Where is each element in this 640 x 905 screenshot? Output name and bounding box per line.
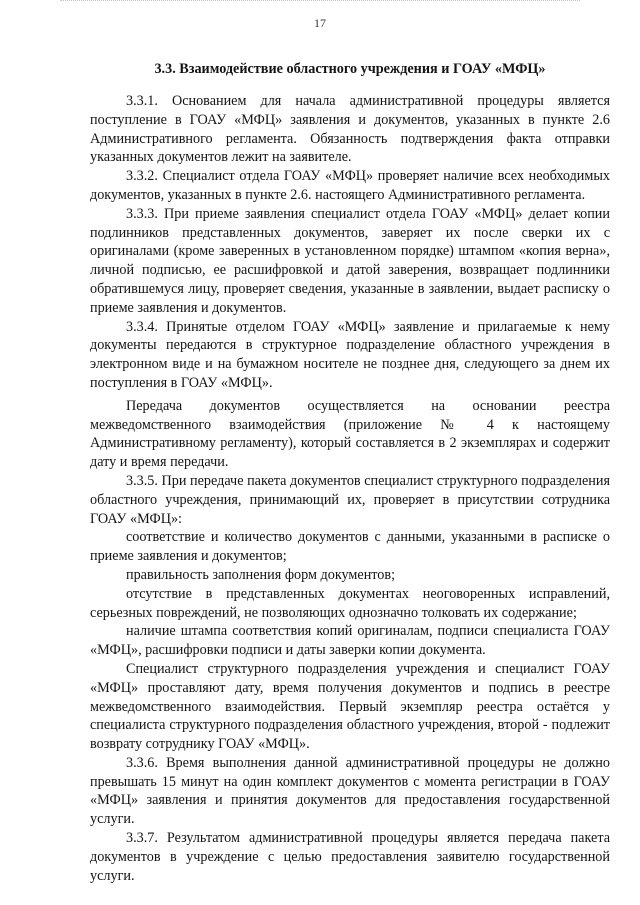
check-item-forms: правильность заполнения форм документов; [126, 566, 396, 583]
paragraph-3-3-2: 3.3.2. Специалист отдела ГОАУ «МФЦ» проверяет наличие всех необходимых документов, указанных в пункте 2.6. настоящего Административного регламента. [90, 168, 610, 203]
check-item-corrections: отсутствие в представленных документах неоговоренных исправлений, серьезных повреждений, не позволяющих однозначно толковать их содержание; [90, 585, 610, 621]
paragraph-3-3-5: 3.3.5. При передаче пакета документов специалист структурного подразделения областного учреждения, принимающий их, проверяет в присутствии сотрудника ГОАУ «МФЦ»: [90, 472, 610, 527]
page-number: 17 [314, 16, 326, 30]
paragraph-3-3-3: 3.3.3. При приеме заявления специалист отдела ГОАУ «МФЦ» делает копии подлинников представленных документов, заверяет их после сверки их с оригиналами (кроме заверенных в установленном порядке) штампом «копия верна», личной подписью, ее расшифровкой и датой заверения, возвращает подлинники обратившемуся лицу, проверяет сведения, указанные в заявлении, выдает расписку о приеме заявления и документов. [90, 205, 610, 316]
check-item-correspondence: соответствие и количество документов с данными, указанными в расписке о приеме заявления и документов; [90, 529, 610, 565]
paragraph-registry: Специалист структурного подразделения учреждения и специалист ГОАУ «МФЦ» проставляют дату, время получения документов и подпись в реестре межведомственного взаимодействия. Первый экземпляр реестра остаётся у специалиста структурного подразделения областного учреждения, второй - подлежит возврату сотруднику ГОАУ «МФЦ». [90, 660, 610, 753]
section-body [90, 92, 610, 885]
scan-artifact [60, 0, 580, 4]
paragraph-3-3-4: 3.3.4. Принятые отделом ГОАУ «МФЦ» заявление и прилагаемые к нему документы передаются в структурное подразделение областного учреждения в электронном виде и на бумажном носителе не позднее дня, следующего за днем их поступления в ГОАУ «МФЦ». [90, 318, 610, 391]
check-item-stamp: наличие штампа соответствия копий оригиналам, подписи специалиста ГОАУ «МФЦ», расшифровки подписи и даты заверки копии документа. [90, 623, 610, 659]
paragraph-3-3-1: 3.3.1. Основанием для начала административной процедуры является поступление в ГОАУ «МФЦ» заявления и документов, указанных в пункте 2.6 Административного регламента. Обязанность подтверждения факта отправки указанных документов лежит на заявителе. [90, 93, 610, 166]
paragraph-3-3-7: 3.3.7. Результатом административной процедуры является передача пакета документов в учреждение с целью предоставления заявителю государственной услуги. [90, 830, 610, 884]
paragraph-transfer: Передача документов осуществляется на основании реестра межведомственного взаимодействия (приложение № 4 к настоящему Административному регламенту), который составляется в 2 экземплярах и содержит дату и время передачи. [90, 397, 610, 471]
section-title: 3.3. Взаимодействие областного учреждения и ГОАУ «МФЦ» [154, 61, 546, 77]
paragraph-3-3-6: 3.3.6. Время выполнения данной административной процедуры не должно превышать 15 минут на один комплект документов с момента регистрации в ГОАУ «МФЦ» заявления и принятия документов для предоставления государственной услуги. [90, 754, 610, 828]
